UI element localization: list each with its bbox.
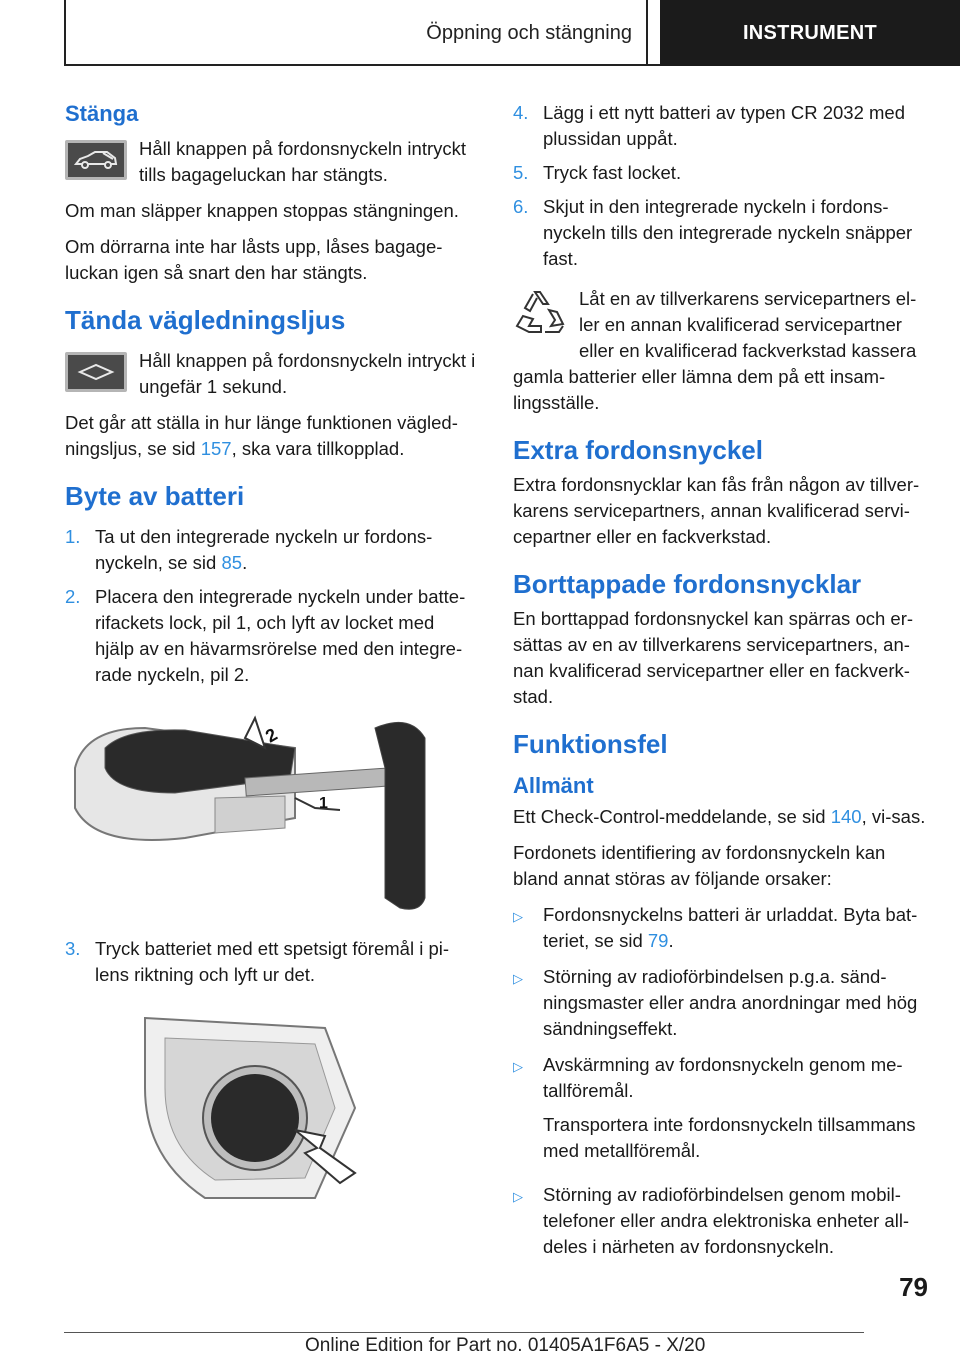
list-item: 2. Placera den integrerade nyckeln under batte-rifackets lock, pil 1, och lyft av locket med hjälp av en hävarmsrörelse med den integre-rade nyckeln, pil 2. [65,586,466,685]
heading-allmant: Allmänt [513,773,594,798]
paragraph-release: Om man släpper knappen stoppas stängningen. [65,200,459,221]
edition-footer: Online Edition for Part no. 01405A1F6A5 - X/20 [305,1335,706,1356]
battery-removal-illustration [125,1008,365,1208]
svg-text:2: 2 [262,724,281,747]
recycle-note [513,286,927,416]
list-item: ▷ Störning av radioförbindelsen p.g.a. sänd-ningsmaster eller andra anordningar med hög sändningseffekt. [513,964,927,1042]
triangle-bullet-icon: ▷ [513,971,523,986]
right-column [513,100,927,1270]
heading-funktionsfel: Funktionsfel [513,729,668,759]
triangle-bullet-icon: ▷ [513,909,523,924]
left-column [65,100,477,1226]
list-item: 4. Lägg i ett nytt batteri av typen CR 2032 med plussidan uppåt. [513,102,905,149]
page-link-85[interactable]: 85 [221,552,243,573]
heading-borttappade: Borttappade fordonsnycklar [513,569,862,599]
button-instruction-close [65,136,477,188]
section-title: Öppning och stängning [64,0,648,66]
key-lid-removal-illustration [65,708,445,918]
page-link-140[interactable]: 140 [830,806,862,827]
triangle-bullet-icon: ▷ [513,1059,523,1074]
heading-stanga: Stänga [65,101,139,126]
trunk-close-button-icon [65,140,127,180]
page-link-157[interactable]: 157 [200,438,232,459]
button-instruction-light [65,348,477,400]
paragraph-doors: Om dörrarna inte har låsts upp, låses bagage-luckan igen så snart den har stängts. [65,236,443,283]
triangle-bullet-icon: ▷ [513,1189,523,1204]
paragraph-borttappade: En borttappad fordonsnyckel kan spärras och er-sättas av en av tillverkarens servicepartners, an-nan kvalificerad servicepartner eller en fackverk-stad. [513,608,914,707]
battery-steps-list-cont [65,936,477,988]
guide-light-button-icon [65,352,127,392]
paragraph-causes: Fordonets identifiering av fordonsnyckeln kan bland annat störas av följande orsaker: [513,842,886,889]
button-text-close: Håll knappen på fordonsnyckeln intryckt tills bagageluckan har stängts. [139,138,467,185]
list-item: 5. Tryck fast locket. [513,162,682,183]
battery-steps-list-right [513,100,927,272]
list-item: ▷ Fordonsnyckelns batteri är urladdat. Byta bat-teriet, se sid 79. [513,902,927,954]
paragraph-light-duration: Det går att ställa in hur länge funktionen vägled-ningsljus, se sid 157, ska vara tillkopplad. [65,412,458,459]
battery-steps-list [65,524,477,688]
list-item: ▷ Avskärmning av fordonsnyckeln genom me-tallföremål. Transportera inte fordonsnyckeln tillsammans med metallföremål. [513,1052,927,1172]
page-number: 79 [899,1272,928,1302]
list-item: 1. Ta ut den integrerade nyckeln ur fordons-nyckeln, se sid 85. [65,526,433,573]
chapter-tab: INSTRUMENT [660,0,960,66]
footer-divider [64,1332,864,1333]
recycle-icon [513,286,567,340]
page-link-79[interactable]: 79 [647,930,669,951]
list-item: ▷ Störning av radioförbindelsen genom mobil-telefoner eller andra elektroniska enheter all-deles i närheten av fordonsnyckeln. [513,1182,927,1260]
recycle-note-text: Låt en av tillverkarens servicepartners el-ler en annan kvalificerad servicepartner eller en kvalificerad fackverkstad kassera gamla batterier eller lämna dem på ett insam-lingsställe. [513,288,917,413]
svg-text:1: 1 [319,795,328,812]
heading-tanda: Tända vägledningsljus [65,305,346,335]
list-item: 3. Tryck batteriet med ett spetsigt föremål i pi-lens riktning och lyft ur det. [65,938,450,985]
paragraph-extra: Extra fordonsnycklar kan fås från någon av tillver-karens servicepartners, annan kvalificerad servi-cepartner eller en fackverkstad. [513,474,920,547]
button-text-light: Håll knappen på fordonsnyckeln intryckt i ungefär 1 sekund. [139,350,476,397]
heading-extra: Extra fordonsnyckel [513,435,763,465]
paragraph-check-control: Ett Check-Control-meddelande, se sid 140, vi-sas. [513,806,926,827]
list-item: 6. Skjut in den integrerade nyckeln i fordons-nyckeln tills den integrerade nyckeln snäpper fast. [513,196,913,269]
heading-batteri: Byte av batteri [65,481,245,511]
causes-list [513,902,927,1260]
